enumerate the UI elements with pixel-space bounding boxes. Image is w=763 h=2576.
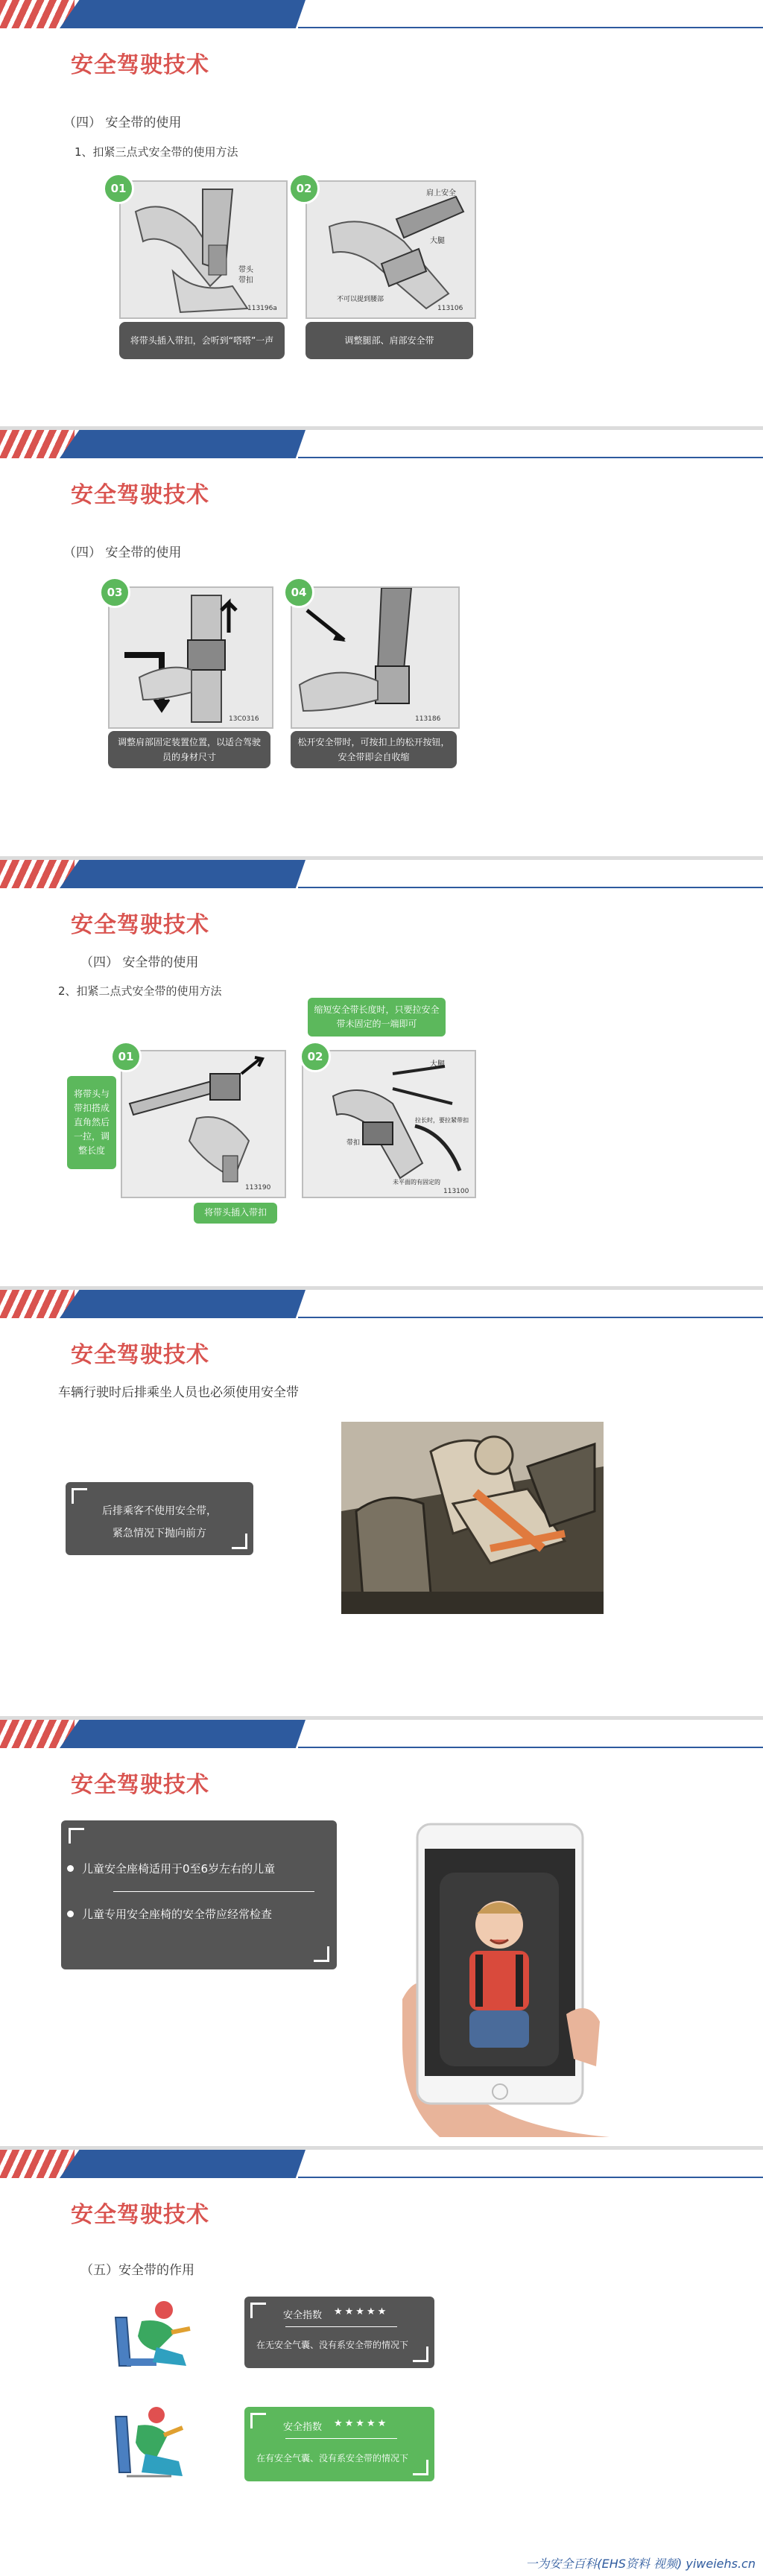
step-badge: 02 bbox=[288, 173, 320, 204]
slide-1 bbox=[0, 0, 763, 426]
section-heading: （四） 安全带的使用 bbox=[63, 545, 182, 560]
bullet-text-1: 儿童安全座椅适用于0至6岁左右的儿童 bbox=[82, 1862, 276, 1876]
label-buckle: 带扣 bbox=[238, 276, 253, 285]
corner-mark bbox=[69, 1828, 84, 1844]
step1-side-caption: 将带头与带扣搭成直角然后一拉，调整长度 bbox=[67, 1076, 116, 1169]
divider bbox=[113, 1891, 314, 1892]
bullet-dot bbox=[67, 1911, 74, 1917]
header-bar bbox=[0, 430, 763, 458]
label-fixed: 未平面的有固定的 bbox=[393, 1179, 440, 1186]
slide-6 bbox=[0, 2150, 763, 2576]
header-line bbox=[298, 27, 763, 28]
step4-photo bbox=[291, 586, 460, 729]
two-point-buckle-illustration bbox=[122, 1051, 285, 1197]
photo-code: 113100 bbox=[443, 1188, 469, 1195]
slide-title: 安全驾驶技术 bbox=[71, 1342, 209, 1368]
step1-bottom-caption: 将带头插入带扣 bbox=[194, 1203, 277, 1224]
header-line bbox=[298, 457, 763, 458]
step2-photo bbox=[302, 1050, 476, 1198]
slide-title: 安全驾驶技术 bbox=[71, 482, 209, 508]
corner-mark bbox=[413, 2346, 428, 2362]
photo-code: 113106 bbox=[437, 305, 463, 312]
label-thigh: 大腿 bbox=[430, 237, 445, 245]
header-blue-band bbox=[60, 860, 305, 888]
header-bar bbox=[0, 1720, 763, 1748]
label-thigh: 大腿 bbox=[430, 1060, 445, 1069]
slide-4 bbox=[0, 1290, 763, 1716]
section-heading: （四） 安全带的使用 bbox=[80, 955, 199, 970]
corner-mark bbox=[314, 1946, 329, 1962]
section-heading: （五）安全带的作用 bbox=[80, 2263, 194, 2278]
corner-mark bbox=[413, 2460, 428, 2475]
child-seat-box bbox=[61, 1820, 337, 1969]
bullet-dot bbox=[67, 1865, 74, 1872]
divider bbox=[285, 2438, 397, 2439]
subsection-heading: 1、扣紧三点式安全带的使用方法 bbox=[75, 145, 238, 159]
subsection-heading: 2、扣紧二点式安全带的使用方法 bbox=[58, 984, 222, 998]
header-bar bbox=[0, 2150, 763, 2178]
header-line bbox=[298, 1747, 763, 1748]
label-pull: 拉长时，要拉紧带扣 bbox=[415, 1117, 469, 1124]
label-shoulder: 肩上安全 bbox=[426, 189, 456, 197]
shoulder-anchor-illustration bbox=[110, 588, 272, 727]
label-tongue: 带头 bbox=[238, 266, 253, 274]
warning-box bbox=[66, 1482, 253, 1555]
header-blue-band bbox=[60, 1720, 305, 1748]
step2-caption: 调整腿部、肩部安全带 bbox=[305, 322, 473, 359]
photo-code: 13C0316 bbox=[229, 715, 259, 723]
header-blue-band bbox=[60, 2150, 305, 2178]
crash-dummy-icon bbox=[112, 2402, 197, 2487]
slide-title: 安全驾驶技术 bbox=[71, 1772, 209, 1798]
rear-passenger-photo bbox=[341, 1422, 604, 1614]
buckle-insert-illustration bbox=[121, 182, 286, 317]
step-badge: 01 bbox=[103, 173, 134, 204]
step-badge: 01 bbox=[110, 1041, 142, 1072]
header-line bbox=[298, 1317, 763, 1318]
airbag-rating-box bbox=[244, 2407, 434, 2481]
step1-photo bbox=[121, 1050, 286, 1198]
release-button-illustration bbox=[292, 588, 458, 727]
step4-caption: 松开安全带时，可按扣上的松开按钮，安全带即会自收缩 bbox=[291, 731, 457, 768]
header-line bbox=[298, 887, 763, 888]
two-point-adjust-illustration bbox=[303, 1051, 475, 1197]
rating-label: 安全指数 bbox=[283, 2422, 323, 2433]
crash-dummy-icon bbox=[112, 2295, 197, 2376]
label-note: 不可以提到腰部 bbox=[337, 296, 384, 303]
rating-description: 在有安全气囊、没有系安全带的情况下 bbox=[256, 2453, 409, 2463]
header-blue-band bbox=[60, 1290, 305, 1318]
no-belt-rating-box bbox=[244, 2297, 434, 2368]
slide-title: 安全驾驶技术 bbox=[71, 912, 209, 938]
rating-description: 在无安全气囊、没有系安全带的情况下 bbox=[256, 2340, 409, 2350]
warning-line-2: 紧急情况下抛向前方 bbox=[113, 1528, 206, 1539]
step1-photo bbox=[119, 180, 288, 319]
header-bar bbox=[0, 0, 763, 28]
photo-code: 113186 bbox=[415, 715, 441, 723]
rating-label: 安全指数 bbox=[283, 2310, 323, 2321]
header-blue-band bbox=[60, 430, 305, 458]
label-buckle: 带扣 bbox=[346, 1139, 361, 1147]
header-line bbox=[298, 2177, 763, 2178]
intro-text: 车辆行驶时后排乘坐人员也必须使用安全带 bbox=[58, 1385, 299, 1400]
adjust-belt-illustration bbox=[307, 182, 475, 317]
step-badge: 04 bbox=[283, 577, 314, 608]
section-heading: （四） 安全带的使用 bbox=[63, 115, 182, 130]
photo-code: 113196a bbox=[247, 305, 277, 312]
slide-3 bbox=[0, 860, 763, 1286]
crash-dummy-no-belt-image bbox=[112, 2295, 197, 2376]
step-badge: 03 bbox=[99, 577, 130, 608]
header-blue-band bbox=[60, 0, 305, 28]
bullet-text-2: 儿童专用安全座椅的安全带应经常检查 bbox=[82, 1908, 273, 1921]
step2-photo bbox=[305, 180, 476, 319]
header-bar bbox=[0, 860, 763, 888]
tablet-hand-illustration bbox=[395, 1820, 610, 2137]
step3-caption: 调整肩部固定装置位置，以适合驾驶员的身材尺寸 bbox=[108, 731, 270, 768]
divider bbox=[285, 2326, 397, 2327]
step2-top-caption: 缩短安全带长度时，只要拉安全带未固定的一端即可 bbox=[308, 998, 446, 1037]
slide-5 bbox=[0, 1720, 763, 2146]
footer-credit: 一为安全百科(EHS资料 视频) yiweiehs.cn bbox=[525, 2557, 756, 2571]
corner-mark bbox=[250, 2413, 266, 2428]
rear-passenger-illustration bbox=[341, 1422, 604, 1614]
step1-caption: 将带头插入带扣，会听到“嗒嗒”一声 bbox=[119, 322, 285, 359]
warning-line-1: 后排乘客不使用安全带， bbox=[102, 1505, 217, 1517]
slide-2 bbox=[0, 430, 763, 856]
photo-code: 113190 bbox=[245, 1184, 271, 1192]
crash-dummy-airbag-image bbox=[112, 2402, 197, 2487]
corner-mark bbox=[250, 2303, 266, 2318]
slide-title: 安全驾驶技术 bbox=[71, 52, 209, 78]
step3-photo bbox=[108, 586, 273, 729]
rating-stars: ★★★★★ bbox=[334, 2418, 389, 2429]
step-badge: 02 bbox=[300, 1041, 331, 1072]
header-bar bbox=[0, 1290, 763, 1318]
slide-title: 安全驾驶技术 bbox=[71, 2202, 209, 2228]
rating-stars: ★★★★★ bbox=[334, 2306, 389, 2317]
tablet-child-seat-image bbox=[395, 1820, 610, 2137]
corner-mark bbox=[72, 1488, 87, 1504]
